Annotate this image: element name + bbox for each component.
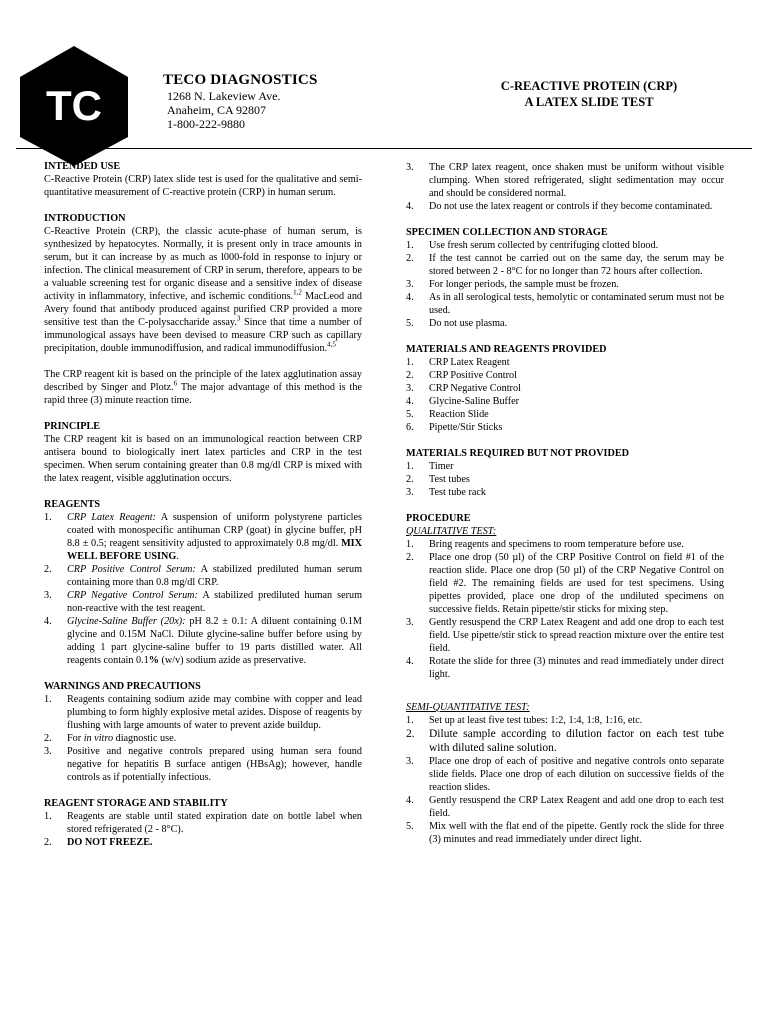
title-line-1: C-REACTIVE PROTEIN (CRP) <box>500 79 678 93</box>
list-item: 2. For in vitro diagnostic use. <box>44 733 177 744</box>
heading-reagents: REAGENTS <box>44 499 101 510</box>
heading-qualitative-test: QUALITATIVE TEST: <box>406 526 497 537</box>
heading-procedure: PROCEDURE <box>406 513 471 524</box>
specimen-list <box>406 239 724 330</box>
company-name: TECO DIAGNOSTICS <box>163 72 318 88</box>
required-list <box>406 460 724 499</box>
heading-storage: REAGENT STORAGE AND STABILITY <box>44 798 228 809</box>
title-line-2: A LATEX SLIDE TEST <box>524 95 654 109</box>
teco-logo <box>18 44 130 168</box>
company-phone: 1-800-222-9880 <box>167 117 245 131</box>
right-column <box>406 161 724 846</box>
list-item: 5. Do not use plasma. <box>406 318 508 329</box>
list-item: 1. Timer <box>406 461 454 472</box>
list-item: 2. Place one drop (50 µl) of the CRP Positive Control on field #1 of the reaction slide. Place one drop (50 µl) of the CRP Negative Control on field #2. The remaining fields are used for test specimens. Using pipettes provided, place one drop of the undiluted specimens on successive fields. Retain pipette/stir sticks for mixing step. <box>406 552 724 615</box>
heading-materials-required: MATERIALS REQUIRED BUT NOT PROVIDED <box>406 448 630 459</box>
heading-semi-quantitative-test: SEMI-QUANTITATIVE TEST: <box>406 702 530 713</box>
list-item: 4. Gently resuspend the CRP Latex Reagent and add one drop to each test field. <box>406 795 724 819</box>
heading-principle: PRINCIPLE <box>44 421 101 432</box>
list-item: 4. Glycine-Saline Buffer (20x): pH 8.2 ± 0.1: A diluent containing 0.1M glycine and 0.15M NaCl. Dilute glycine-saline buffer before using by adding 1 part glycine-saline buffer to 19 parts distilled water. All reagents contain 0.1% (w/v) sodium azide as preservative. <box>44 616 362 666</box>
list-item: 1. CRP Latex Reagent <box>406 357 510 368</box>
heading-introduction: INTRODUCTION <box>44 213 126 224</box>
list-item: 3. Place one drop of each of positive and negative controls onto separate slide fields. Place one drop of each dilution on successive fields of the reaction slides. <box>406 756 724 793</box>
list-item: 3. The CRP latex reagent, once shaken must be uniform without visible clumping. When stored refrigerated, slight sedimentation may occur and should be considered normal. <box>406 162 724 199</box>
list-item: 3. Positive and negative controls prepared using human sera found negative for hepatitis B surface antigen (HBsAg); however, handle controls as if potentially infectious. <box>44 746 362 783</box>
left-column <box>44 160 362 849</box>
list-item: 6. Pipette/Stir Sticks <box>406 422 503 433</box>
heading-specimen: SPECIMEN COLLECTION AND STORAGE <box>406 227 608 238</box>
list-item: 3. CRP Negative Control Serum: A stabilized prediluted human serum non-reactive with the test reagent. <box>44 590 362 614</box>
list-item: 4. Do not use the latex reagent or controls if they become contaminated. <box>406 201 713 212</box>
introduction-paragraph-1: C-Reactive Protein (CRP), the classic acute-phase of human serum, is synthesized by hepatocytes. Normally, it is present only in trace amounts in serum, but it can increase by as much as l000-fold in response to injury or infection. The clinical measurement of CRP in serum, therefore, appears to be a valuable screening test for organic disease and a sensitive index of disease activity in inflammatory, infective, and ischemic conditions.$^{1,2}$ MacLeod and Avery found that antibody produced against purified CRP provided a more sensitive test than the C-polysaccharide assay.$^3$ Since that time a number of immunological assays have been devised to measure CRP such as capillary precipitation, double immunodiffusion, and radical immunodiffusion.$^{4,5}$ <box>44 226 363 354</box>
principle-text: The CRP reagent kit is based on an immunological reaction between CRP antisera bound to biologically inert latex particles and CRP in the test specimen. When serum containing greater than 0.8 mg/dl CRP is mixed with the latex reagent, visible agglutination occurs. <box>44 434 362 484</box>
list-item: 2. Dilute sample according to dilution factor on each test tube with diluted saline solution. <box>406 728 724 754</box>
warnings-list <box>44 693 362 784</box>
intended-use-text: C-Reactive Protein (CRP) latex slide test is used for the qualitative and semi-quantitative measurement of C-reactive protein (CRP) in human serum. <box>44 174 362 198</box>
list-item: 5. Reaction Slide <box>406 409 489 420</box>
list-item: 4. Glycine-Saline Buffer <box>406 396 520 407</box>
list-item: 2. CRP Positive Control <box>406 370 517 381</box>
company-address-1: 1268 N. Lakeview Ave. <box>167 89 281 103</box>
heading-intended-use: INTENDED USE <box>44 161 121 172</box>
introduction-paragraph-2: The CRP reagent kit is based on the principle of the latex agglutination assay described by Singer and Plotz.$^6$ The major advantage of this method is the rapid three (3) minute reaction time. <box>44 369 362 406</box>
storage-list-right <box>406 161 724 213</box>
heading-warnings: WARNINGS AND PRECAUTIONS <box>44 681 201 692</box>
list-item: 1. Set up at least five test tubes: 1:2, 1:4, 1:8, 1:16, etc. <box>406 715 643 726</box>
list-item: 1. CRP Latex Reagent: A suspension of uniform polystyrene particles coated with monospecific antihuman CRP (goat) in glycine buffer, pH 8.8 ± 0.5; reagent sensitivity adjusted to approximately 0.8 mg/dl. MIX WELL BEFORE USING. <box>44 512 362 562</box>
header-divider <box>16 148 752 149</box>
list-item: 2. If the test cannot be carried out on the same day, the serum may be stored between 2 - 8°C for no longer than 72 hours after collection. <box>406 253 724 277</box>
list-item: 1. Bring reagents and specimens to room temperature before use. <box>406 539 684 550</box>
list-item: 4. Rotate the slide for three (3) minutes and read immediately under direct light. <box>406 656 724 680</box>
list-item: 1. Use fresh serum collected by centrifuging clotted blood. <box>406 240 659 251</box>
list-item: 1. Reagents containing sodium azide may combine with copper and lead plumbing to form highly explosive metal azides. Dispose of reagents by flushing with large amounts of water to prevent azide buildup. <box>44 694 362 731</box>
list-item: 2. DO NOT FREEZE. <box>44 837 153 848</box>
list-item: 3. Test tube rack <box>406 487 486 498</box>
list-item: 1. Reagents are stable until stated expiration date on bottle label when stored refrigerated (2 - 8°C). <box>44 811 362 835</box>
logo-text: TC <box>46 82 102 129</box>
list-item: 3. Gently resuspend the CRP Latex Reagent and add one drop to each test field. Use pipette/stir stick to spread reaction mixture over the entire test field. <box>406 617 724 654</box>
reagents-list <box>44 511 362 667</box>
list-item: 5. Mix well with the flat end of the pipette. Gently rock the slide for three (3) minutes and read immediately under direct light. <box>406 821 724 845</box>
company-block <box>163 72 318 131</box>
list-item: 4. As in all serological tests, hemolytic or contaminated serum must not be used. <box>406 292 724 316</box>
list-item: 3. For longer periods, the sample must be frozen. <box>406 279 619 290</box>
qualitative-steps <box>406 538 724 681</box>
list-item: 3. CRP Negative Control <box>406 383 521 394</box>
storage-list-left <box>44 810 362 849</box>
company-address-2: Anaheim, CA 92807 <box>167 103 266 117</box>
materials-list <box>406 356 724 434</box>
list-item: 2. CRP Positive Control Serum: A stabilized prediluted human serum containing more than 0.8 mg/dl CRP. <box>44 564 362 588</box>
semi-quantitative-steps <box>406 714 724 846</box>
list-item: 2. Test tubes <box>406 474 470 485</box>
document-title <box>430 78 748 110</box>
heading-materials-provided: MATERIALS AND REAGENTS PROVIDED <box>406 344 607 355</box>
